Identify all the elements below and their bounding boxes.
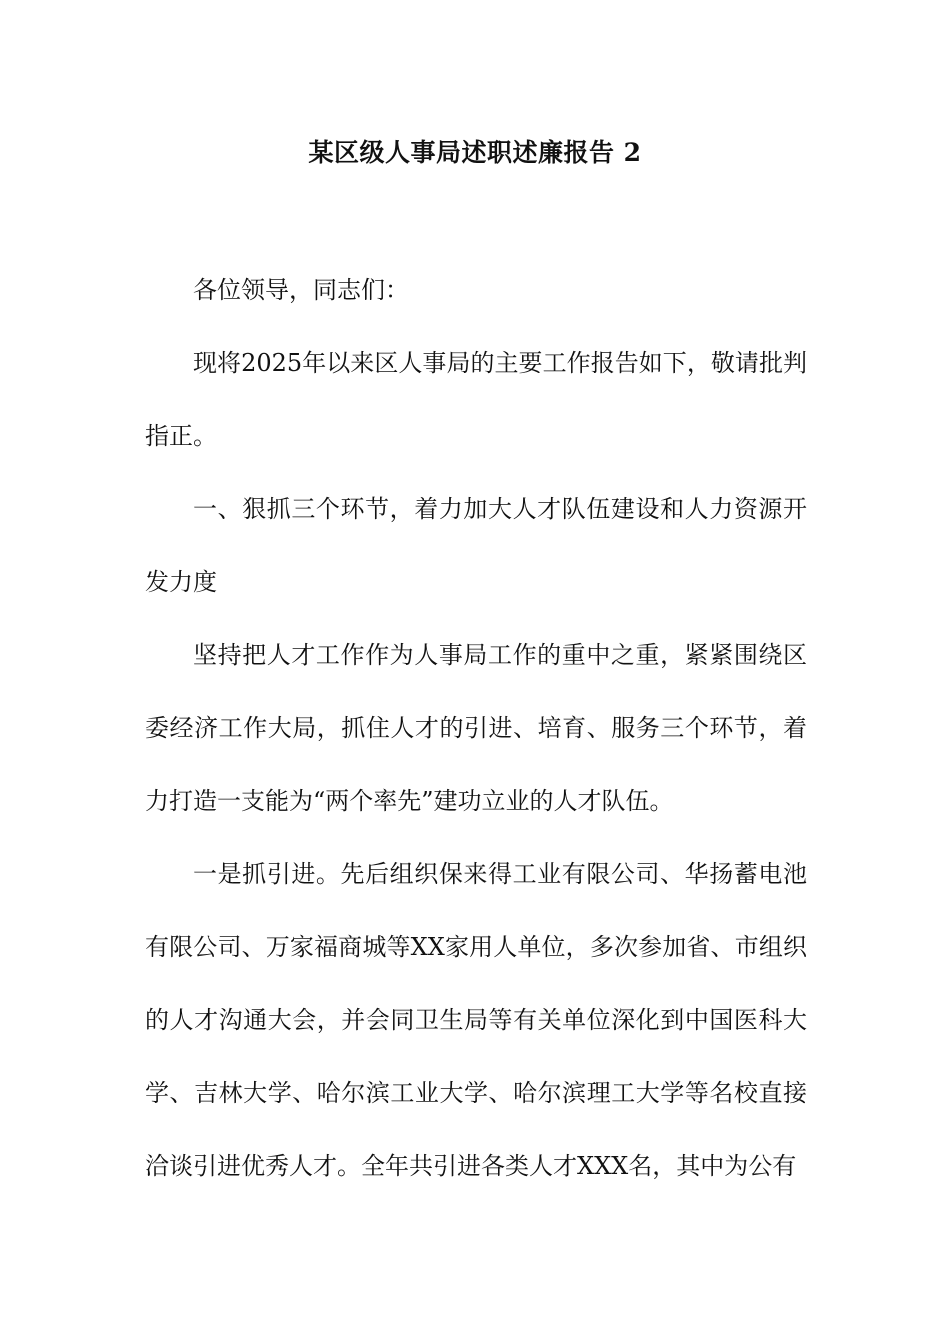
body-paragraph: 坚持把人才工作作为人事局工作的重中之重，紧紧围绕区委经济工作大局，抓住人才的引进、培育、服务三个环节，着力打造一支能为“两个率先”建功立业的人才队伍。 — [145, 641, 807, 815]
intro-paragraph: 现将2025年以来区人事局的主要工作报告如下，敬请批判指正。 — [145, 349, 807, 450]
document-title: 某区级人事局述职述廉报告 2 — [308, 138, 642, 167]
document-body — [145, 254, 807, 1203]
body-paragraph: 一是抓引进。先后组织保来得工业有限公司、华扬蓄电池有限公司、万家福商城等XX家用人单位，多次参加省、市组织的人才沟通大会，并会同卫生局等有关单位深化到中国医科大学、吉林大学、哈尔滨工业大学、哈尔滨理工大学等名校直接洽谈引进优秀人才。全年共引进各类人才XXX名，其中为公有 — [145, 860, 807, 1180]
salutation-paragraph: 各位领导，同志们： — [193, 276, 409, 304]
section-heading-1: 一、狠抓三个环节，着力加大人才队伍建设和人力资源开发力度 — [145, 495, 807, 596]
